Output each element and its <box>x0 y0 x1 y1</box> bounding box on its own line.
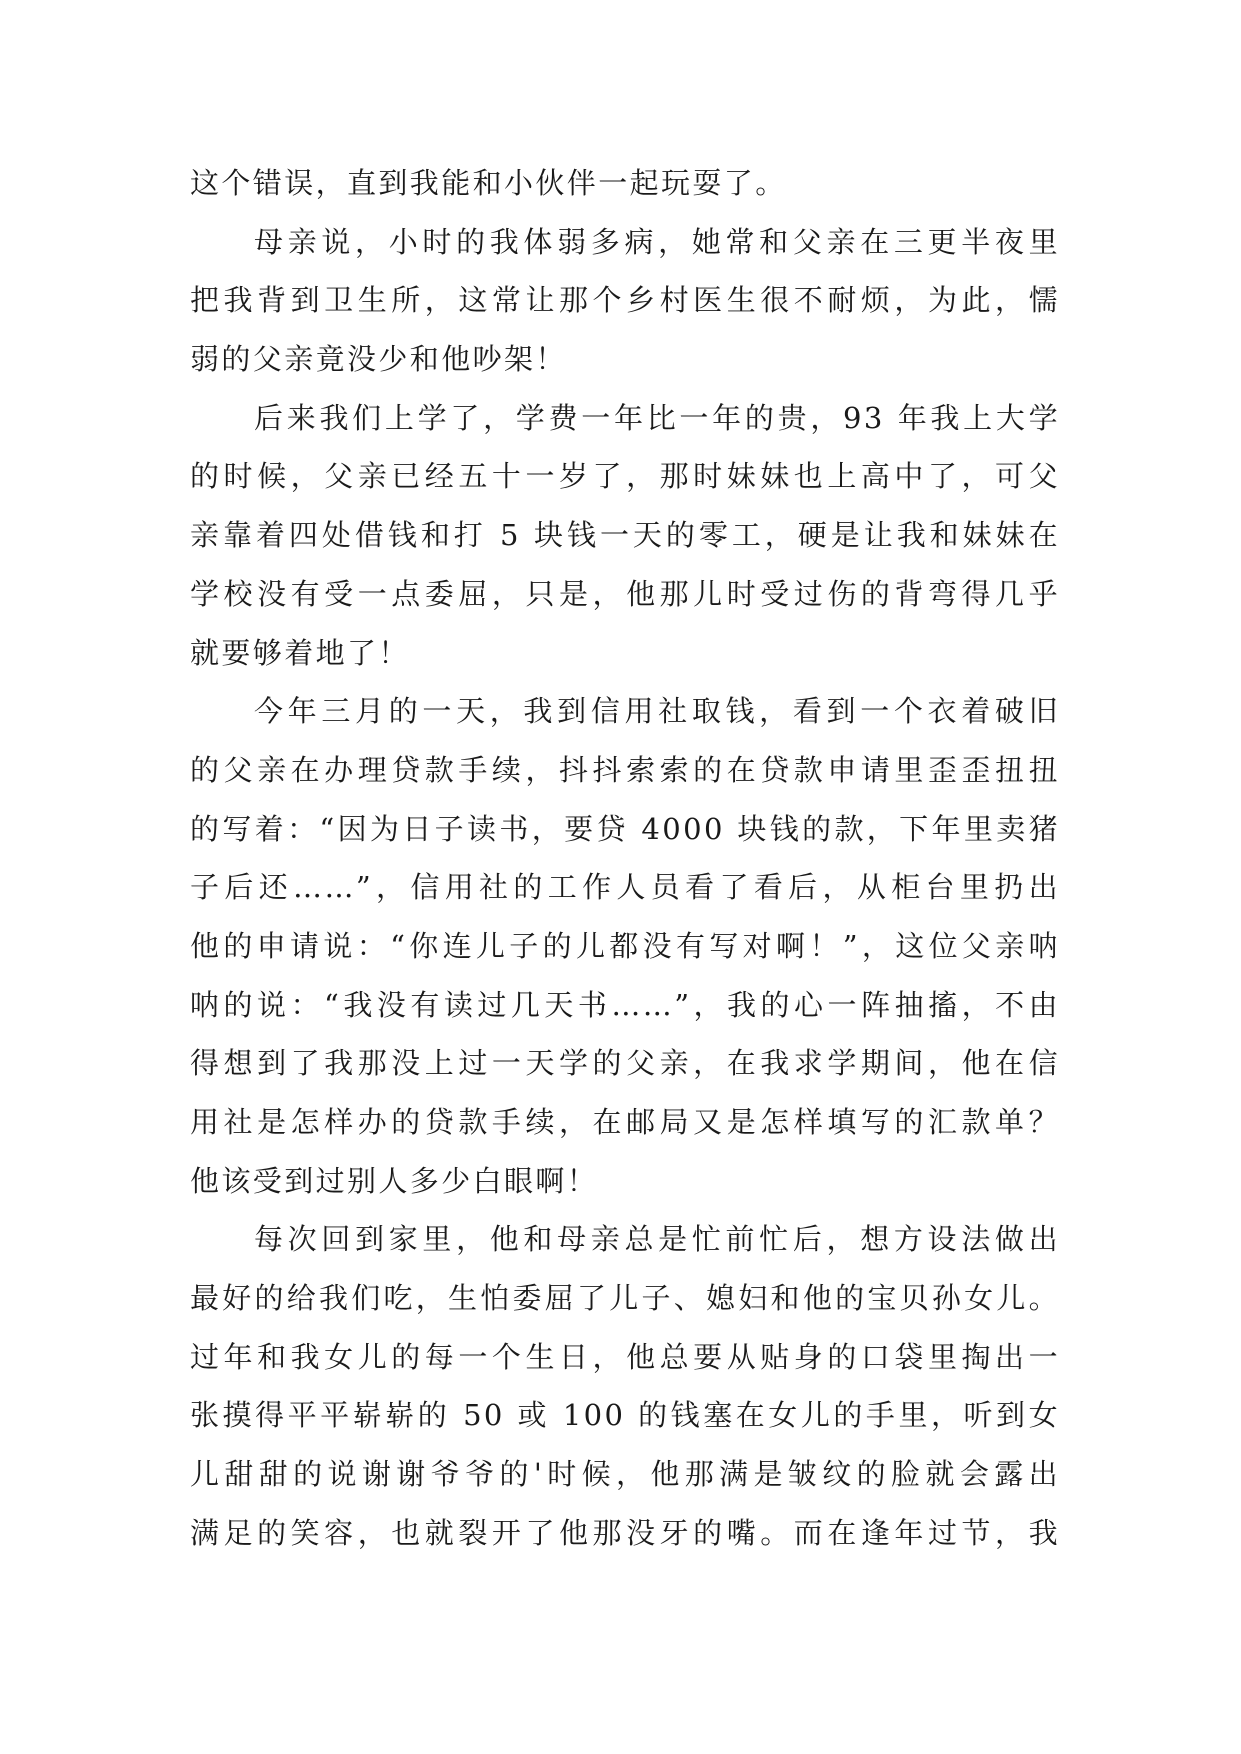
text-line: 的写着：“因为日子读书，要贷 4000 块钱的款，下年里卖猪 <box>190 811 1060 846</box>
text-line: 他的申请说：“你连儿子的儿都没有写对啊！”，这位父亲呐 <box>190 928 1060 963</box>
text-line: 满足的笑容，也就裂开了他那没牙的嘴。而在逢年过节，我 <box>190 1515 1060 1550</box>
text-line: 最好的给我们吃，生怕委屈了儿子、媳妇和他的宝贝孙女儿。 <box>190 1281 1060 1316</box>
text-line: 用社是怎样办的贷款手续，在邮局又是怎样填写的汇款单？ <box>190 1105 1060 1139</box>
text-line: 弱的父亲竟没少和他吵架！ <box>190 342 567 377</box>
text-line: 呐的说：“我没有读过几天书……”，我的心一阵抽搐，不由 <box>190 987 1060 1022</box>
paragraph-first-line: 后来我们上学了，学费一年比一年的贵，93 年我上大学 <box>254 400 1060 435</box>
paragraph-first-line: 母亲说，小时的我体弱多病，她常和父亲在三更半夜里 <box>254 224 1060 259</box>
text-line: 儿甜甜的说谢谢爷爷的'时候，他那满是皱纹的脸就会露出 <box>190 1457 1060 1492</box>
text-line: 得想到了我那没上过一天学的父亲，在我求学期间，他在信 <box>190 1046 1060 1081</box>
paragraph-first-line: 每次回到家里，他和母亲总是忙前忙后，想方设法做出 <box>254 1222 1060 1257</box>
text-line: 他该受到过别人多少白眼啊！ <box>190 1163 599 1198</box>
text-line: 的时候，父亲已经五十一岁了，那时妹妹也上高中了，可父 <box>190 459 1060 494</box>
text-line: 把我背到卫生所，这常让那个乡村医生很不耐烦，为此，懦 <box>190 283 1060 318</box>
text-line: 过年和我女儿的每一个生日，他总要从贴身的口袋里掏出一 <box>190 1339 1060 1374</box>
paragraph-first-line: 今年三月的一天，我到信用社取钱，看到一个衣着破旧 <box>254 694 1060 729</box>
text-line: 张摸得平平崭崭的 50 或 100 的钱塞在女儿的手里，听到女 <box>190 1398 1060 1433</box>
text-line: 学校没有受一点委屈，只是，他那儿时受过伤的背弯得几乎 <box>190 576 1060 611</box>
text-line: 子后还……”，信用社的工作人员看了看后，从柜台里扔出 <box>190 870 1060 905</box>
body-text <box>190 154 1060 1563</box>
text-line: 亲靠着四处借钱和打 5 块钱一天的零工，硬是让我和妹妹在 <box>190 518 1060 553</box>
text-line: 就要够着地了！ <box>190 635 410 670</box>
text-line: 的父亲在办理贷款手续，抖抖索索的在贷款申请里歪歪扭扭 <box>190 752 1060 787</box>
text-line: 这个错误，直到我能和小伙伴一起玩耍了。 <box>190 166 787 200</box>
